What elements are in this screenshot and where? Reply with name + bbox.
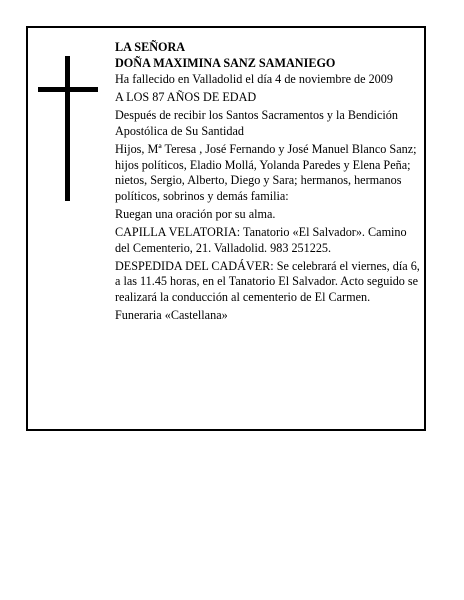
funeral-home: Funeraria «Castellana» <box>115 308 228 322</box>
chapel-info: CAPILLA VELATORIA: Tanatorio «El Salvador». Camino del Cementerio, 21. Valladolid. 983 251225. <box>115 225 407 255</box>
cross-horizontal-bar <box>38 87 98 92</box>
sacraments-paragraph: Después de recibir los Santos Sacramentos y la Bendición Apostólica de Su Santidad <box>115 108 398 138</box>
family-list: Hijos, Mª Teresa , José Fernando y José Manuel Blanco Sanz; hijos políticos, Eladio Mollá, Yolanda Paredes y Elena Peña; nietos, Sergio, Alberto, Diego y Sara; hermanos, hermanos políticos, sobrinos y demás familia: <box>115 142 417 203</box>
death-announcement: Ha fallecido en Valladolid el día 4 de noviembre de 2009 <box>115 72 393 87</box>
obituary-notice <box>26 26 426 431</box>
age-at-death: A LOS 87 AÑOS DE EDAD <box>115 90 257 105</box>
deceased-name: DOÑA MAXIMINA SANZ SAMANIEGO <box>115 55 336 70</box>
prayer-request: Ruegan una oración por su alma. <box>115 206 276 221</box>
latin-cross-icon <box>38 56 98 201</box>
notice-title: LA SEÑORA <box>115 40 186 54</box>
notice-text-block <box>115 40 420 326</box>
cross-vertical-bar <box>65 56 70 201</box>
farewell-info: DESPEDIDA DEL CADÁVER: Se celebrará el viernes, día 6, a las 11.45 horas, en el Tanatorio El Salvador. Acto seguido se realizará la conducción al cementerio de El Carmen. <box>115 258 420 304</box>
